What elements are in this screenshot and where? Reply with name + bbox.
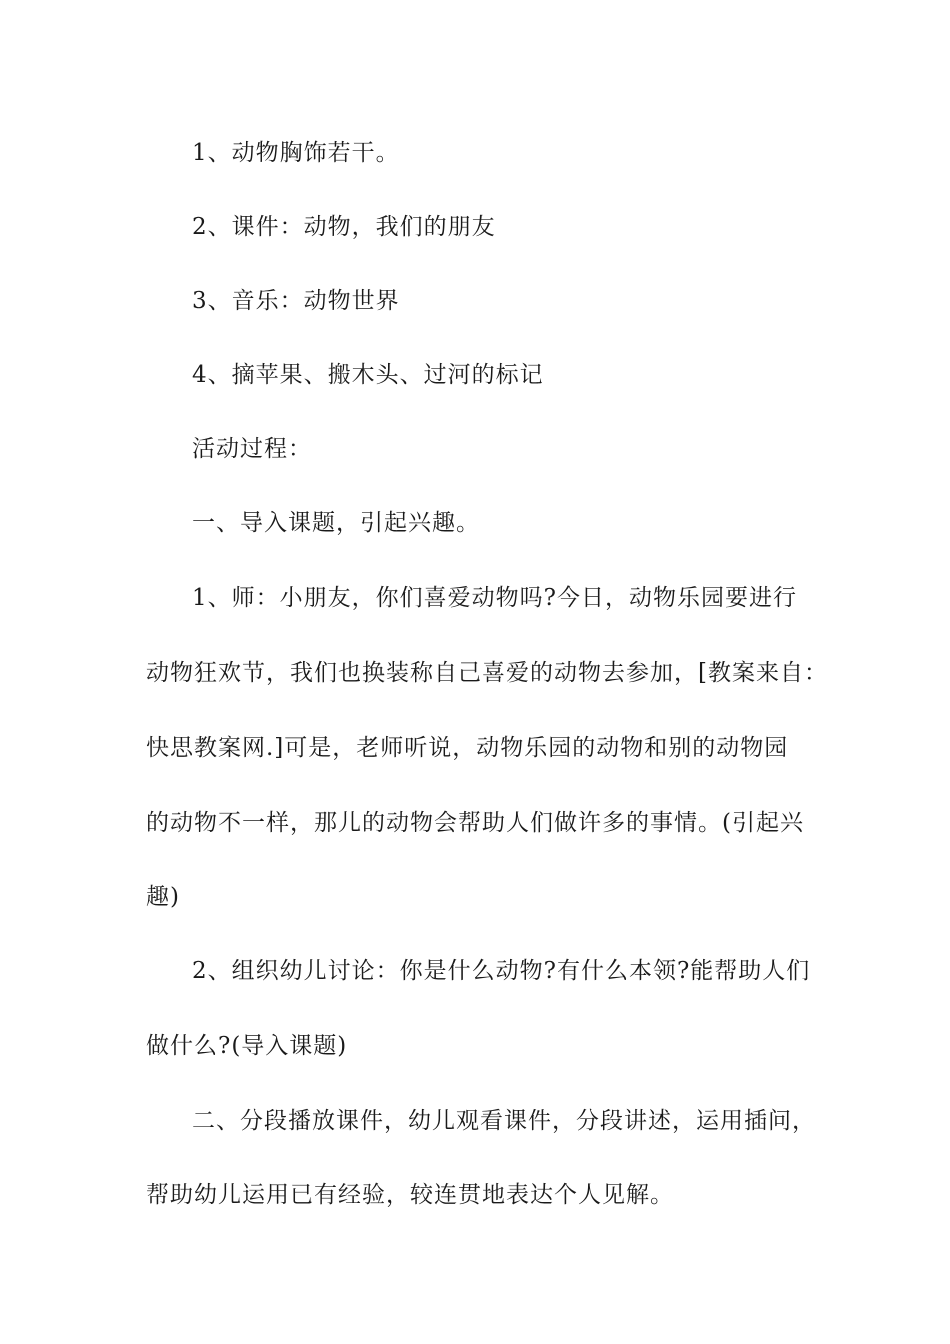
section-heading-process: 活动过程：: [192, 436, 312, 462]
material-item-4: 4、摘苹果、搬木头、过河的标记: [192, 362, 544, 388]
paragraph-line: 快思教案网.]可是，老师听说，动物乐园的动物和别的动物园: [146, 735, 789, 761]
paragraph-line: 2、组织幼儿讨论：你是什么动物?有什么本领?能帮助人们: [192, 958, 811, 984]
step-heading-2: 二、分段播放课件，幼儿观看课件，分段讲述，运用插问，: [192, 1108, 816, 1134]
material-item-2: 2、课件：动物，我们的朋友: [192, 214, 496, 240]
paragraph-line: 趣): [146, 884, 180, 910]
paragraph-line: 做什么?(导入课题): [146, 1033, 348, 1059]
material-item-1: 1、动物胸饰若干。: [192, 140, 400, 166]
paragraph-line: 动物狂欢节，我们也换装称自己喜爱的动物去参加，[教案来自：: [146, 660, 828, 686]
material-item-3: 3、音乐：动物世界: [192, 288, 400, 314]
paragraph-line: 的动物不一样，那儿的动物会帮助人们做许多的事情。(引起兴: [146, 810, 804, 836]
step-heading-1: 一、导入课题，引起兴趣。: [192, 510, 480, 536]
paragraph-line: 帮助幼儿运用已有经验，较连贯地表达个人见解。: [146, 1182, 674, 1208]
paragraph-line: 1、师：小朋友，你们喜爱动物吗?今日，动物乐园要进行: [192, 585, 797, 611]
